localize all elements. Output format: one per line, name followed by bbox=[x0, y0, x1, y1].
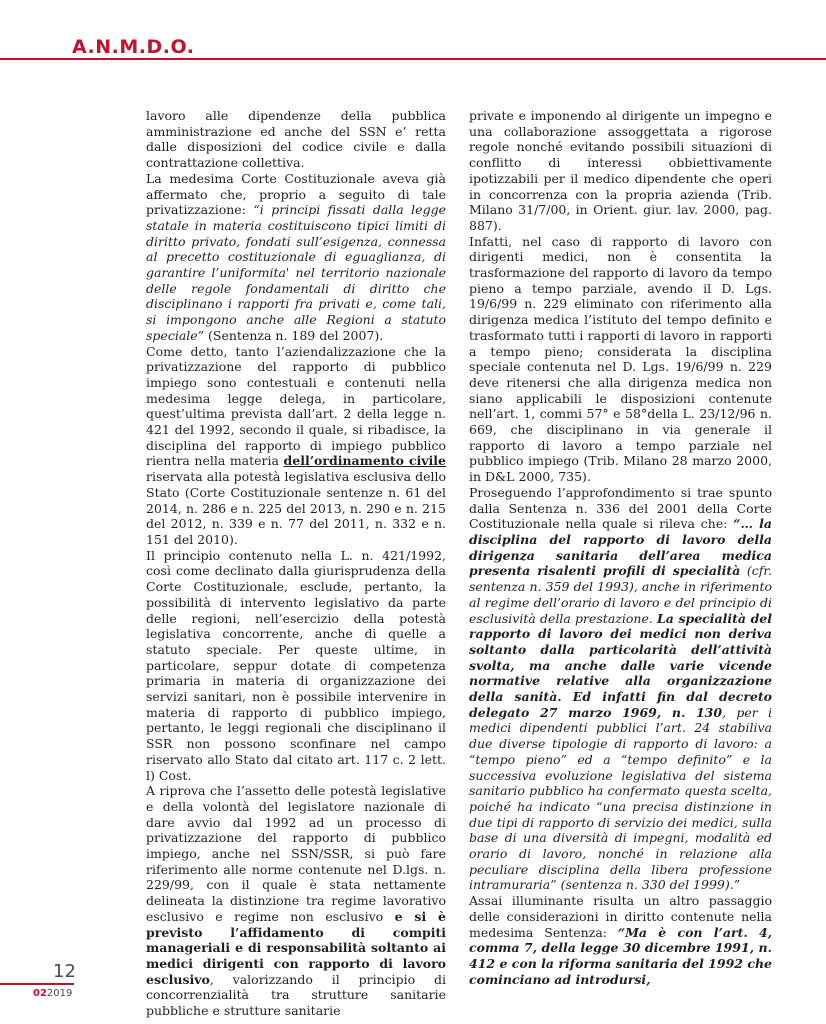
quote-bold-italic: La specialità del rapporto di lavoro dei medici non deriva soltanto dalla particolarità dell’attività svolta, ma anche dalle varie vicende normative relative alla organizzazione della sanità. Ed infatti fin dal decreto delegato 27 marzo 1969, n. 130 bbox=[469, 610, 773, 720]
emphasis-bold: e si è previsto l’affidamento di compiti manageriali e di responsabilità soltanto ai medici dirigenti con rapporto di lavoro esclusivo bbox=[146, 908, 446, 987]
text-run: Proseguendo l’approfondimento si trae spunto dalla Sentenza n. 336 del 2001 della Corte Costituzionale nella quale si rileva che: bbox=[469, 484, 772, 532]
paragraph: private e imponendo al dirigente un impegno e una collaborazione assoggettata a rigorose regole nonché evitando possibili situazioni di conflitto di interessi obbiettivamente ipotizzabili per il medico dipendente che operi in concorrenza con la propria azienda (Trib. Milano 31/7/00, in Orient. giur. lav. 2000, pag. 887). bbox=[469, 108, 772, 233]
paragraph bbox=[469, 893, 772, 987]
issue-label bbox=[33, 988, 72, 999]
paragraph bbox=[146, 344, 446, 548]
footer-rule bbox=[0, 983, 74, 985]
emphasis-underlined: dell’ordinamento civile bbox=[283, 453, 446, 469]
paragraph bbox=[146, 783, 446, 1019]
issue-number: 02 bbox=[33, 988, 47, 999]
text-run: riservata alla potestà legislativa esclusiva dello Stato (Corte Costituzionale sentenze n. 61 del 2014, n. 286 e n. 225 del 2013, n. 290 e n. 215 del 2012, n. 339 e n. 77 del 2011, n. 332 e n. 151 del 2010). bbox=[146, 469, 446, 547]
paragraph bbox=[469, 485, 772, 893]
text-run: Come detto, tanto l’aziendalizzazione che la privatizzazione del rapporto di pubblico impiego sono contestuali e contenuti nella medesima legge delega, in particolare, quest’ultima prevista dall’art. 2 della legge n. 421 del 1992, secondo il quale, si ribadisce, la disciplina del rapporto di impiego pubblico rientra nella materia bbox=[146, 343, 446, 469]
paragraph: lavoro alle dipendenze della pubblica amministrazione ed anche del SSN e’ retta dalle disposizioni del codice civile e dalla contrattazione collettiva. bbox=[146, 108, 446, 171]
quote-italic: “i principi fissati dalla legge statale in materia costituiscono tipici limiti di diritto privato, fondati sull’esigenza, connessa al precetto costituzionale di eguaglianza, di garantire l’uniformita' nel territorio nazionale delle regole fondamentali di diritto che disciplinano i rapporti fra privati e, come tali, si impongono anche alle Regioni a statuto speciale” bbox=[146, 202, 446, 343]
paragraph: Il principio contenuto nella L. n. 421/1992, così come declinato dalla giurisprudenza della Corte Costituzionale, esclude, pertanto, la possibilità di intervento legislativo da parte delle regioni, nell’esercizio della potestà legislativa concorrente, anche di quelle a statuto speciale. Per queste ultime, in particolare, seppur dotate di competenza primaria in materia di organizzazione dei servizi sanitari, non è possibile intervenire in materia di rapporto di pubblico impiego, pertanto, le leggi regionali che disciplinano il SSR non possono sconfinare nel campo riservato allo Stato dal citato art. 117 c. 2 lett. l) Cost. bbox=[146, 547, 446, 783]
text-run: (Sentenza n. 189 del 2007). bbox=[204, 327, 384, 343]
column-left bbox=[146, 108, 446, 1019]
quote-bold-italic: “Ma è con l’art. 4, comma 7, della legge 30 dicembre 1991, n. 412 e con la riforma sanitaria del 1992 che cominciano ad introdursi, bbox=[469, 924, 773, 987]
quote-italic: , per i medici dipendenti pubblici l’art. 24 stabiliva due diverse tipologie di rapporto di lavoro: a “tempo pieno” ed a “tempo definito” e la successiva evoluzione legislativa del sistema sanitario pubblico ha confermato questa scelta, poiché ha indicato “una precisa distinzione in due tipi di rapporto di servizio dei medici, sulla base di una diversità di impegni, modalità ed orario di lavoro, nonché in relazione alla peculiare disciplina della libera professione intramuraria” (sentenza n. 330 del 1999).” bbox=[469, 704, 772, 893]
text-run: A riprova che l’assetto delle potestà legislative e della volontà del legislatore nazionale di dare avvio dal 1992 ad un processo di privatizzazione del rapporto di pubblico impiego, anche nel SSN/SSR, si può fare riferimento alle norme contenute nel D.lgs. n. 229/99, con il quale è stata nettamente delineata la distinzione tra regime lavorativo esclusivo e regime non esclusivo bbox=[146, 783, 446, 924]
issue-year: 2019 bbox=[46, 988, 73, 999]
journal-logo: A.N.M.D.O. bbox=[72, 36, 195, 58]
quote-italic: (cfr. sentenza n. 359 del 1993), anche in riferimento al regime dell’orario di lavoro e del principio di esclusività della prestazione. bbox=[469, 563, 772, 626]
column-right bbox=[469, 108, 772, 987]
quote-bold-italic: “… la disciplina del rapporto di lavoro della dirigenza sanitaria dell’area medica presenta risalenti profili di specialità bbox=[469, 516, 772, 579]
text-run: La medesima Corte Costituzionale aveva già affermato che, proprio a seguito di tale privatizzazione: bbox=[146, 170, 446, 218]
page-number: 12 bbox=[53, 961, 76, 982]
header-rule bbox=[0, 58, 826, 60]
text-run: , valorizzando il principio di concorrenzialità tra strutture sanitarie pubbliche e strutture sanitarie bbox=[146, 971, 446, 1019]
text-run: Assai illuminante risulta un altro passaggio delle considerazioni in diritto contenute nella medesima Sentenza: bbox=[469, 893, 772, 940]
paragraph: Infatti, nel caso di rapporto di lavoro con dirigenti medici, non è consentita la trasformazione del rapporto di lavoro da tempo pieno a tempo parziale, avendo il D. Lgs. 19/6/99 n. 229 eliminato con riferimento alla dirigenza medica l’istituto del tempo definito e trasformato tutti i rapporti di lavoro in rapporti a tempo pieno; considerata la disciplina speciale contenuta nel D. Lgs. 19/6/99 n. 229 deve ritenersi che alla dirigenza medica non siano applicabili le disposizioni contenute nell’art. 1, commi 57° e 58°della L. 23/12/96 n. 669, che disciplinano in via generale il rapporto di lavoro a tempo parziale nel pubblico impiego (Trib. Milano 28 marzo 2000, in D&L 2000, 735). bbox=[469, 233, 772, 485]
paragraph bbox=[146, 171, 446, 344]
